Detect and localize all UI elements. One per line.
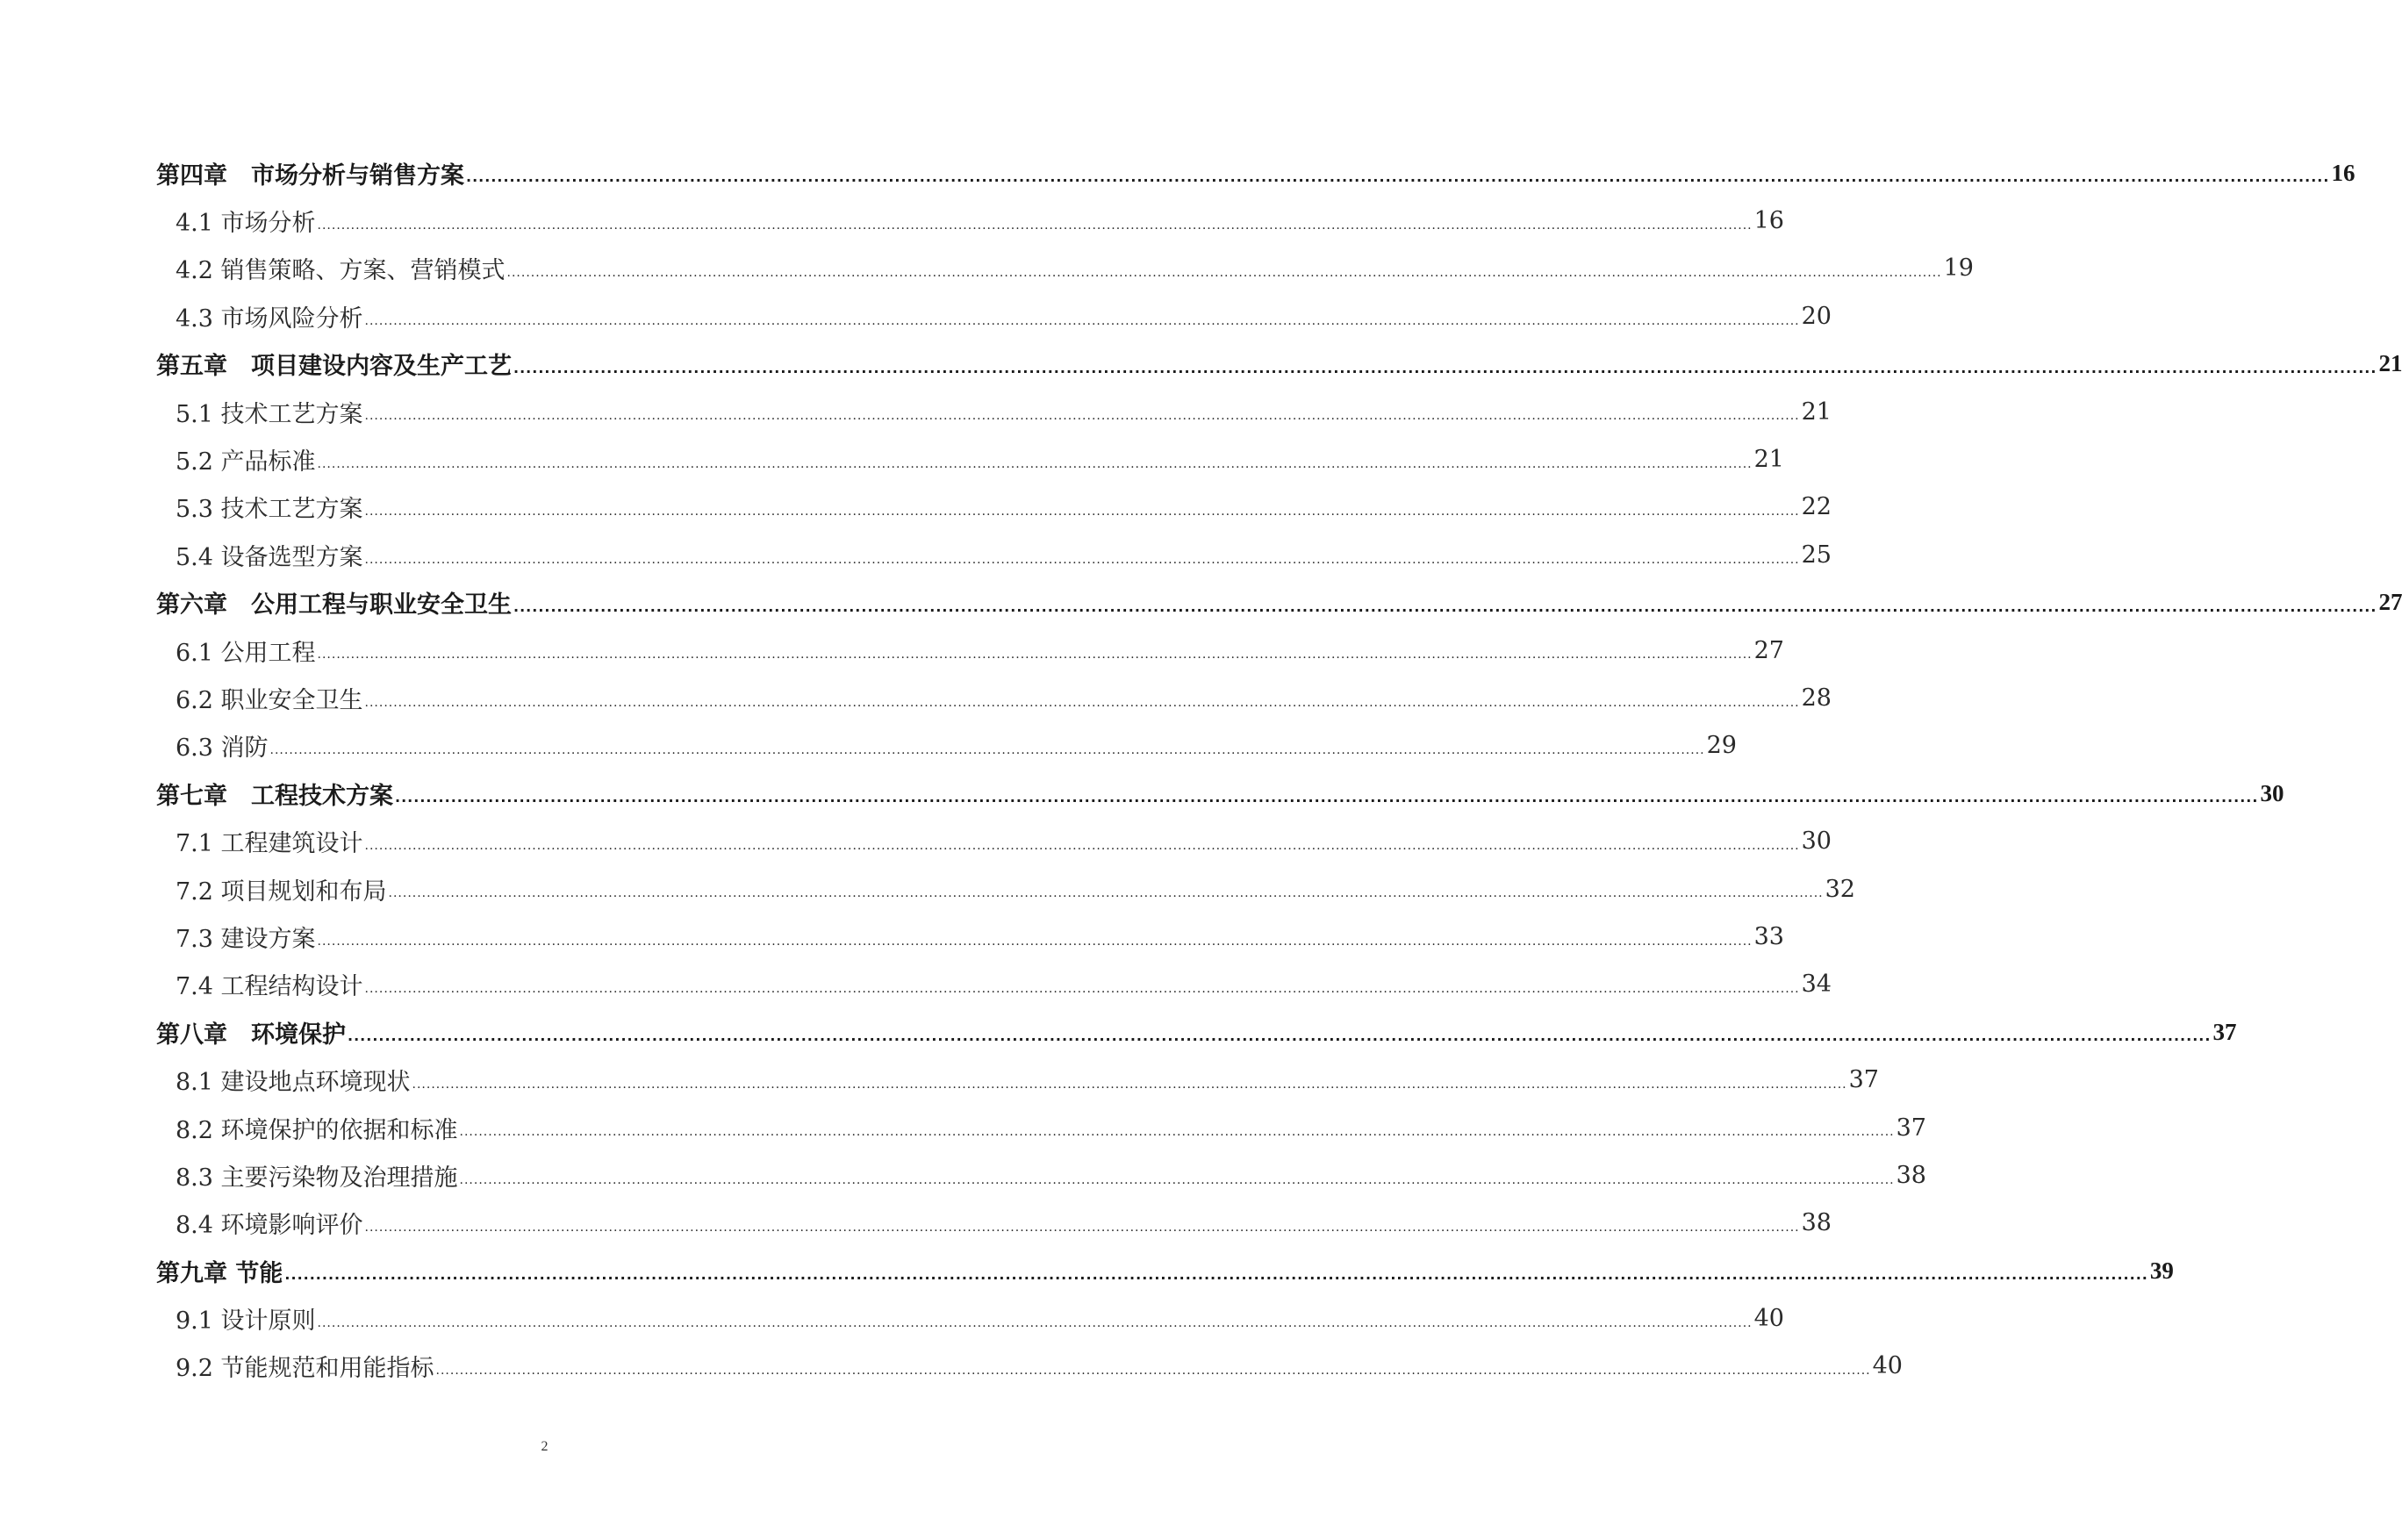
- toc-chapter-entry[interactable]: [156, 149, 2355, 197]
- toc-dot-leader: ............................................................................................................................................................................................................................................................................................................: [513, 359, 2377, 376]
- toc-entry-page: 40: [1872, 1352, 1903, 1380]
- toc-entry-label: 6.1 公用工程: [176, 639, 316, 667]
- toc-dot-leader: ............................................................................................................................................................................................................................................................................................................: [435, 1364, 1871, 1379]
- toc-entry-page: 28: [1801, 684, 1832, 712]
- toc-entry-page: 40: [1753, 1305, 1784, 1333]
- toc-section-entry[interactable]: [156, 1343, 1903, 1390]
- toc-entry-label: 第六章 公用工程与职业安全卫生: [156, 591, 512, 620]
- toc-section-entry[interactable]: [156, 435, 1784, 483]
- toc-dot-leader: ............................................................................................................................................................................................................................................................................................................: [459, 1172, 1895, 1187]
- toc-dot-leader: ............................................................................................................................................................................................................................................................................................................: [284, 1266, 2148, 1284]
- toc-entry-page: 37: [1896, 1114, 1926, 1142]
- toc-chapter-entry[interactable]: [156, 579, 2402, 627]
- toc-entry-label: 5.4 设备选型方案: [176, 543, 363, 571]
- toc-entry-page: 29: [1706, 732, 1737, 760]
- toc-dot-leader: ............................................................................................................................................................................................................................................................................................................: [364, 1220, 1800, 1235]
- toc-entry-label: 7.1 工程建筑设计: [176, 830, 363, 858]
- toc-entry-page: 39: [2149, 1257, 2174, 1284]
- toc-section-entry[interactable]: [156, 961, 1832, 1008]
- toc-entry-page: 30: [1801, 827, 1832, 856]
- toc-dot-leader: ............................................................................................................................................................................................................................................................................................................: [317, 1315, 1753, 1330]
- toc-entry-label: 6.2 职业安全卫生: [176, 686, 363, 714]
- toc-entry-page: 38: [1896, 1161, 1926, 1189]
- toc-entry-label: 第七章 工程技术方案: [156, 782, 393, 810]
- toc-entry-page: 21: [2378, 350, 2402, 377]
- toc-entry-page: 19: [1943, 254, 1974, 283]
- toc-entry-page: 25: [1801, 541, 1832, 569]
- toc-entry-page: 38: [1801, 1209, 1832, 1237]
- toc-entry-label: 8.3 主要污染物及治理措施: [176, 1164, 458, 1192]
- toc-entry-page: 30: [2260, 779, 2284, 806]
- toc-entry-label: 8.2 环境保护的依据和标准: [176, 1116, 458, 1144]
- toc-entry-label: 第九章 节能: [156, 1259, 283, 1287]
- toc-dot-leader: ............................................................................................................................................................................................................................................................................................................: [317, 934, 1753, 949]
- toc-entry-page: 21: [1753, 446, 1784, 474]
- toc-entry-label: 5.2 产品标准: [176, 448, 316, 476]
- toc-entry-label: 9.2 节能规范和用能指标: [176, 1355, 434, 1383]
- toc-entry-page: 32: [1825, 875, 1855, 903]
- toc-dot-leader: ............................................................................................................................................................................................................................................................................................................: [364, 313, 1800, 328]
- toc-dot-leader: ............................................................................................................................................................................................................................................................................................................: [388, 886, 1824, 901]
- toc-section-entry[interactable]: [156, 627, 1784, 674]
- toc-section-entry[interactable]: [156, 197, 1784, 244]
- toc-dot-leader: ............................................................................................................................................................................................................................................................................................................: [364, 838, 1800, 853]
- toc-section-entry[interactable]: [156, 245, 1974, 292]
- page-number: 2: [541, 1439, 549, 1454]
- toc-dot-leader: ............................................................................................................................................................................................................................................................................................................: [317, 218, 1753, 233]
- toc-chapter-entry[interactable]: [156, 1008, 2237, 1056]
- toc-section-entry[interactable]: [156, 531, 1832, 578]
- toc-entry-page: 37: [2212, 1018, 2237, 1045]
- toc-chapter-entry[interactable]: [156, 1247, 2174, 1294]
- toc-entry-label: 6.3 消防: [176, 734, 269, 763]
- toc-entry-label: 7.2 项目规划和布局: [176, 877, 387, 906]
- toc-entry-label: 4.2 销售策略、方案、营销模式: [176, 257, 505, 285]
- toc-section-entry[interactable]: [156, 292, 1832, 340]
- toc-dot-leader: ............................................................................................................................................................................................................................................................................................................: [412, 1077, 1847, 1092]
- toc-section-entry[interactable]: [156, 674, 1832, 721]
- toc-dot-leader: ............................................................................................................................................................................................................................................................................................................: [269, 743, 1705, 758]
- toc-entry-label: 8.4 环境影响评价: [176, 1212, 363, 1240]
- toc-entry-page: 33: [1753, 922, 1784, 950]
- toc-entry-label: 4.1 市场分析: [176, 210, 316, 238]
- toc-entry-page: 22: [1801, 493, 1832, 521]
- toc-dot-leader: ............................................................................................................................................................................................................................................................................................................: [364, 552, 1800, 567]
- toc-dot-leader: ............................................................................................................................................................................................................................................................................................................: [364, 695, 1800, 710]
- toc-dot-leader: ............................................................................................................................................................................................................................................................................................................: [395, 789, 2259, 806]
- toc-dot-leader: ............................................................................................................................................................................................................................................................................................................: [364, 409, 1800, 424]
- toc-dot-leader: ............................................................................................................................................................................................................................................................................................................: [364, 505, 1800, 519]
- toc-entry-page: 34: [1801, 971, 1832, 999]
- toc-dot-leader: ............................................................................................................................................................................................................................................................................................................: [506, 266, 1942, 281]
- toc-section-entry[interactable]: [156, 1056, 1879, 1103]
- toc-section-entry[interactable]: [156, 388, 1832, 435]
- toc-section-entry[interactable]: [156, 722, 1737, 770]
- toc-dot-leader: ............................................................................................................................................................................................................................................................................................................: [466, 168, 2330, 186]
- toc-entry-page: 20: [1801, 302, 1832, 330]
- toc-entry-label: 7.3 建设方案: [176, 925, 316, 953]
- toc-dot-leader: ............................................................................................................................................................................................................................................................................................................: [348, 1028, 2212, 1045]
- toc-chapter-entry[interactable]: [156, 340, 2402, 388]
- toc-dot-leader: ............................................................................................................................................................................................................................................................................................................: [317, 648, 1753, 663]
- toc-section-entry[interactable]: [156, 817, 1832, 864]
- toc-section-entry[interactable]: [156, 1200, 1832, 1247]
- toc-entry-page: 16: [1753, 207, 1784, 235]
- toc-entry-page: 27: [2378, 589, 2402, 616]
- table-of-contents: [156, 149, 2402, 1390]
- toc-entry-label: 第五章 项目建设内容及生产工艺: [156, 353, 512, 381]
- toc-section-entry[interactable]: [156, 1151, 1926, 1199]
- toc-entry-label: 4.3 市场风险分析: [176, 304, 363, 333]
- toc-entry-label: 5.3 技术工艺方案: [176, 496, 363, 524]
- toc-entry-page: 16: [2331, 159, 2355, 186]
- toc-entry-label: 第八章 环境保护: [156, 1021, 346, 1049]
- toc-entry-label: 8.1 建设地点环境现状: [176, 1069, 411, 1097]
- toc-section-entry[interactable]: [156, 913, 1784, 960]
- toc-entry-page: 27: [1753, 636, 1784, 664]
- toc-section-entry[interactable]: [156, 483, 1832, 531]
- toc-section-entry[interactable]: [156, 1104, 1926, 1151]
- toc-entry-label: 9.1 设计原则: [176, 1307, 316, 1336]
- toc-dot-leader: ............................................................................................................................................................................................................................................................................................................: [317, 456, 1753, 471]
- toc-dot-leader: ............................................................................................................................................................................................................................................................................................................: [364, 982, 1800, 997]
- toc-entry-page: 37: [1848, 1066, 1879, 1094]
- toc-entry-page: 21: [1801, 398, 1832, 426]
- toc-entry-label: 第四章 市场分析与销售方案: [156, 161, 464, 190]
- toc-dot-leader: ............................................................................................................................................................................................................................................................................................................: [513, 598, 2377, 615]
- toc-chapter-entry[interactable]: [156, 770, 2284, 817]
- toc-dot-leader: ............................................................................................................................................................................................................................................................................................................: [459, 1125, 1895, 1140]
- toc-entry-label: 7.4 工程结构设计: [176, 973, 363, 1001]
- toc-section-entry[interactable]: [156, 865, 1855, 913]
- toc-section-entry[interactable]: [156, 1294, 1784, 1342]
- toc-entry-label: 5.1 技术工艺方案: [176, 400, 363, 428]
